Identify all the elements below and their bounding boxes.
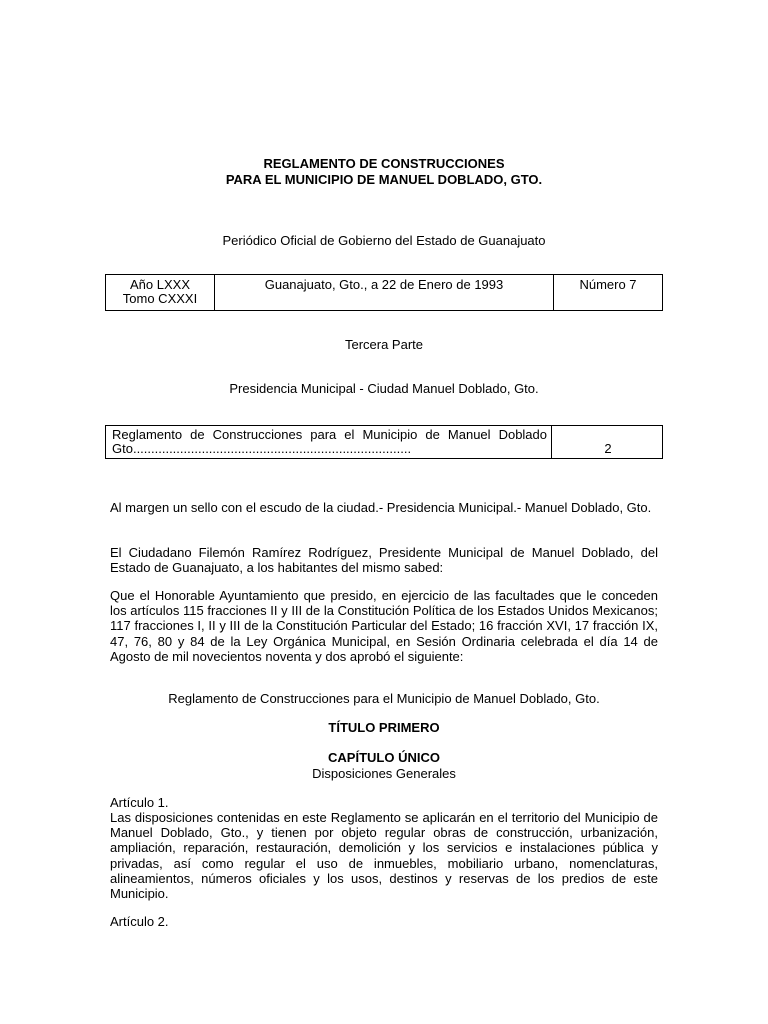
capitulo-subtitle: Disposiciones Generales — [312, 766, 456, 781]
seal-paragraph: Al margen un sello con el escudo de la ciudad.- Presidencia Municipal.- Manuel Doblado, Gto. — [110, 500, 652, 515]
titulo-heading: TÍTULO PRIMERO — [328, 720, 440, 735]
citizen-paragraph: El Ciudadano Filemón Ramírez Rodríguez, Presidente Municipal de Manuel Doblado, del Estado de Guanajuato, a los habitantes del mismo sabed: — [110, 545, 658, 576]
articulo2-heading: Artículo 2. — [110, 914, 169, 929]
publication-name: Periódico Oficial de Gobierno del Estado de Guanajuato — [222, 233, 546, 248]
issue-info-table — [105, 274, 663, 311]
issue-year: Año LXXX — [130, 277, 190, 292]
regulation-name: Reglamento de Construcciones para el Municipio de Manuel Doblado, Gto. — [168, 691, 600, 706]
issue-year-tomo-cell — [106, 275, 215, 311]
capitulo-heading: CAPÍTULO ÚNICO — [328, 750, 440, 765]
index-entry-line2: Gto............................................................................. — [112, 442, 412, 456]
issue-number: Número 7 — [554, 275, 663, 311]
document-title-line2: PARA EL MUNICIPIO DE MANUEL DOBLADO, GTO. — [225, 172, 543, 187]
presidency-label: Presidencia Municipal - Ciudad Manuel Doblado, Gto. — [229, 381, 539, 396]
index-page-number: 2 — [552, 426, 663, 459]
articulo1-heading: Artículo 1. — [110, 795, 169, 810]
issue-tomo: Tomo CXXXI — [122, 291, 198, 306]
part-label: Tercera Parte — [344, 337, 424, 352]
articulo1-text: Las disposiciones contenidas en este Reglamento se aplicarán en el territorio del Municipio de Manuel Doblado, Gto., y tienen por objeto regular obras de construcción, urbanización, ampliación, reparación, restauración, demolición y los servicios e instalaciones pública y privadas, así como regular el uso de inmuebles, mobiliario urbano, nomenclaturas, alineamientos, números oficiales y los usos, destinos y reservas de los predios de este Municipio. — [110, 810, 658, 902]
council-paragraph: Que el Honorable Ayuntamiento que presido, en ejercicio de las facultades que le conceden los artículos 115 fracciones II y III de la Constitución Política de los Estados Unidos Mexicanos; 117 fracciones I, II y III de la Constitución Particular del Estado; 16 fracción XVI, 17 fracción IX, 47, 76, 80 y 84 de la Ley Orgánica Municipal, en Sesión Ordinaria celebrada el día 14 de Agosto de mil novecientos noventa y dos aprobó el siguiente: — [110, 588, 658, 664]
index-entry-line1: Reglamento de Construcciones para el Municipio de Manuel Doblado — [112, 427, 547, 442]
index-entry — [106, 426, 552, 459]
issue-place-date: Guanajuato, Gto., a 22 de Enero de 1993 — [215, 275, 554, 311]
index-table — [105, 425, 663, 459]
document-title-line1: REGLAMENTO DE CONSTRUCCIONES — [263, 156, 505, 171]
